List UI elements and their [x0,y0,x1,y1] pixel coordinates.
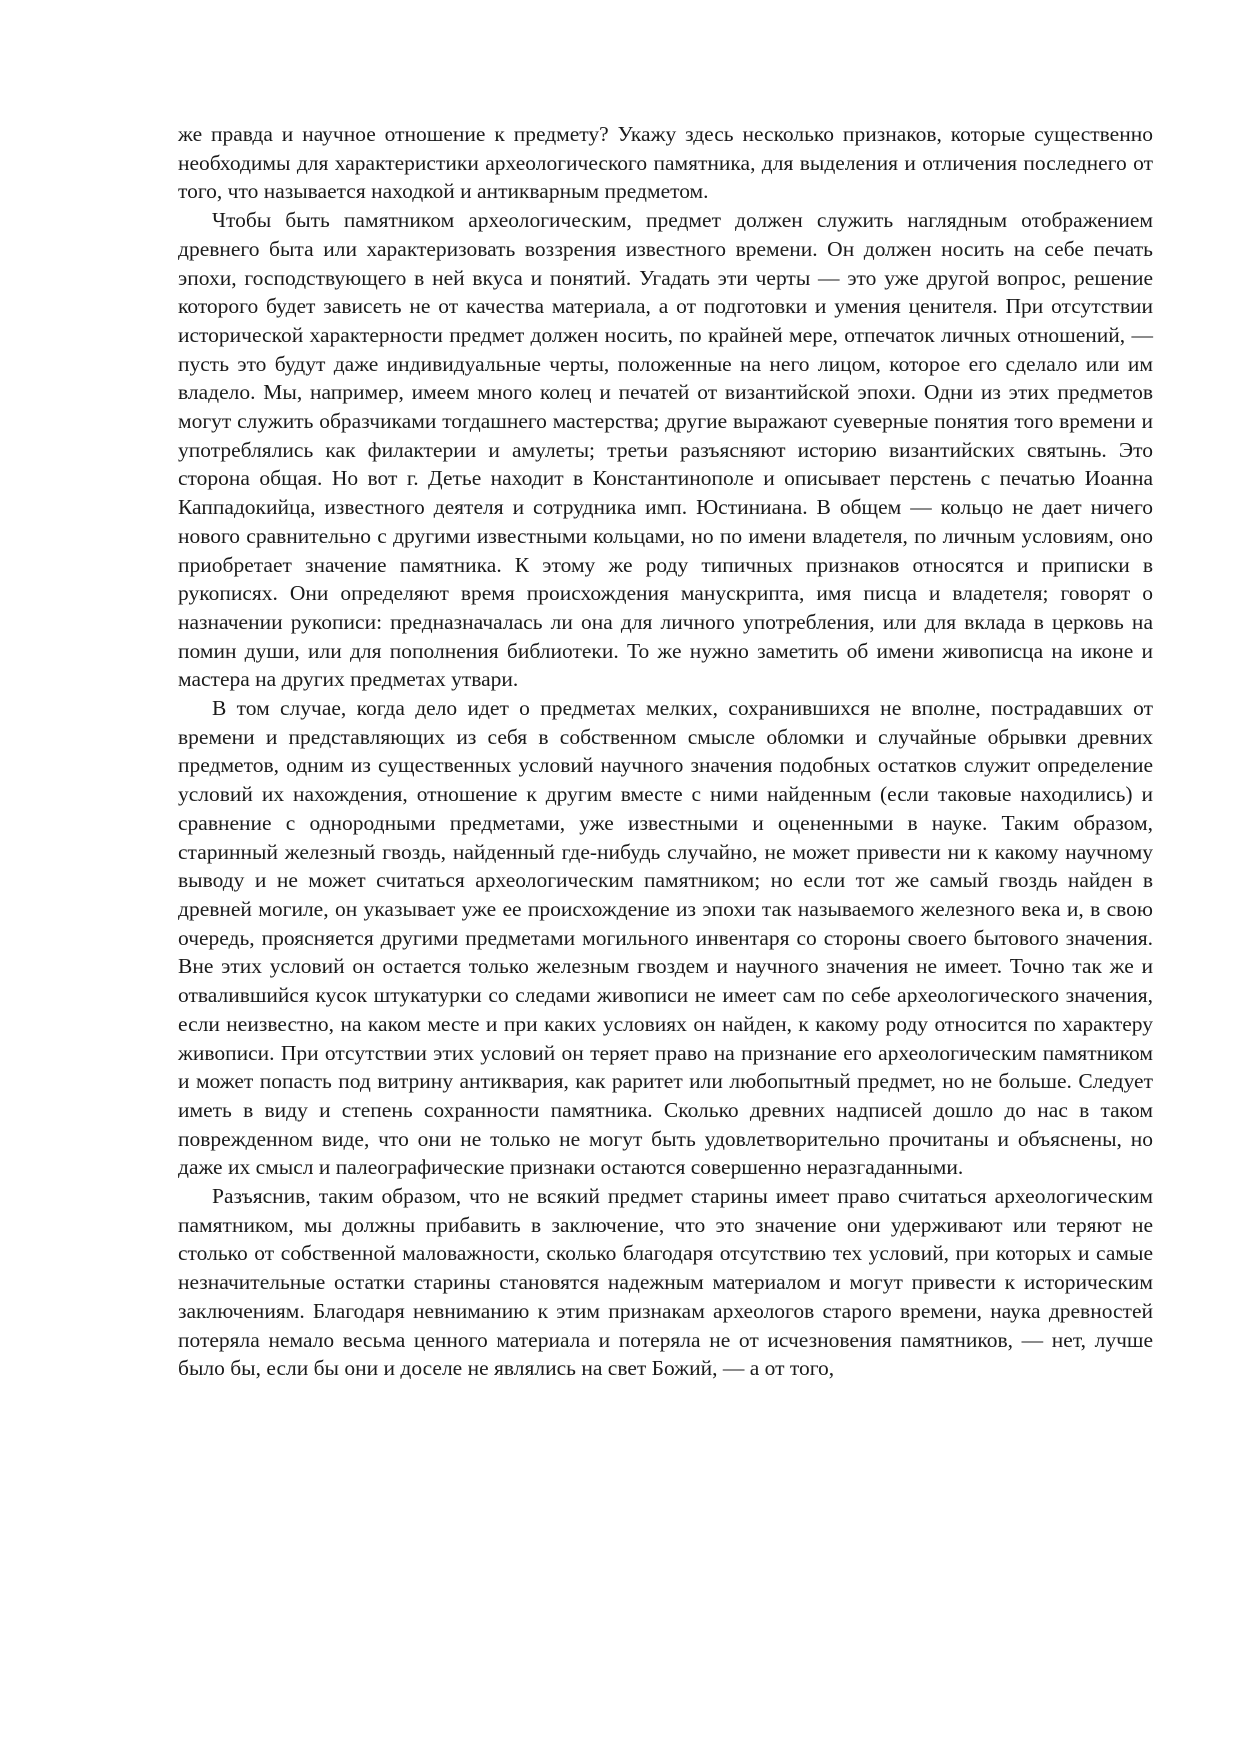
paragraph-continuation: же правда и научное отношение к предмету? Укажу здесь несколько признаков, которые существенно необходимы для характеристики археологического памятника, для выделения и отличения последнего от того, что называется находкой и антикварным предметом. [178,122,1153,204]
paragraph-archaeological-monument: Чтобы быть памятником археологическим, предмет должен служить наглядным отображением древнего быта или характеризовать воззрения известного времени. Он должен носить на себе печать эпохи, господствующего в ней вкуса и понятий. Угадать эти черты — это уже другой вопрос, решение которого будет зависеть не от качества материала, а от подготовки и умения ценителя. При отсутствии исторической характерности предмет должен носить, по крайней мере, отпечаток личных отношений, — пусть это будут даже индивидуальные черты, положенные на него лицом, которое его сделало или им владело. Мы, например, имеем много колец и печатей от византийской эпохи. Одни из этих предметов могут служить образчиками тогдашнего мастерства; другие выражают суеверные понятия того времени и употреблялись как филактерии и амулеты; третьи разъясняют историю византийских святынь. Это сторона общая. Но вот г. Детье находит в Константинополе и описывает перстень с печатью Иоанна Каппадокийца, известного деятеля и сотрудника имп. Юстиниана. В общем — кольцо не дает ничего нового сравнительно с другими известными кольцами, но по имени владетеля, по личным условиям, оно приобретает значение памятника. К этому же роду типичных признаков относятся и приписки в рукописях. Они определяют время происхождения манускрипта, имя писца и владетеля; говорят о назначении рукописи: предназначалась ли она для личного употребления, или для вклада в церковь на помин души, или для пополнения библиотеки. То же нужно заметить об имени живописца на иконе и мастера на других предметах утвари. [178,208,1153,692]
document-page [178,120,1153,1383]
paragraph-small-objects: В том случае, когда дело идет о предметах мелких, сохранившихся не вполне, пострадавших от времени и представляющих из себя в собственном смысле обломки и случайные обрывки древних предметов, одним из существенных условий научного значения подобных остатков служит определение условий их нахождения, отношение к другим вместе с ними найденным (если таковые находились) и сравнение с однородными предметами, уже известными и оцененными в науке. Таким образом, старинный железный гвоздь, найденный где-нибудь случайно, не может привести ни к какому научному выводу и не может считаться археологическим памятником; но если тот же самый гвоздь найден в древней могиле, он указывает уже ее происхождение из эпохи так называемого железного века и, в свою очередь, проясняется другими предметами могильного инвентаря со стороны своего бытового значения. Вне этих условий он остается только железным гвоздем и научного значения не имеет. Точно так же и отвалившийся кусок штукатурки со следами живописи не имеет сам по себе археологического значения, если неизвестно, на каком месте и при каких условиях он найден, к какому роду относится по характеру живописи. При отсутствии этих условий он теряет право на признание его археологическим памятником и может попасть под витрину антиквария, как раритет или любопытный предмет, но не больше. Следует иметь в виду и степень сохранности памятника. Сколько древних надписей дошло до нас в таком поврежденном виде, что они не только не могут быть удовлетворительно прочитаны и объяснены, но даже их смысл и палеографические признаки остаются совершенно неразгаданными. [178,696,1153,1180]
paragraph-conclusion: Разъяснив, таким образом, что не всякий предмет старины имеет право считаться археологическим памятником, мы должны прибавить в заключение, что это значение они удерживают или теряют не столько от собственной маловажности, сколько благодаря отсутствию тех условий, при которых и самые незначительные остатки старины становятся надежным материалом и могут привести к историческим заключениям. Благодаря невниманию к этим признакам археологов старого времени, наука древностей потеряла немало весьма ценного материала и потеряла не от исчезновения памятников, — нет, лучше было бы, если бы они и доселе не являлись на свет Божий, — а от того, [178,1184,1153,1381]
